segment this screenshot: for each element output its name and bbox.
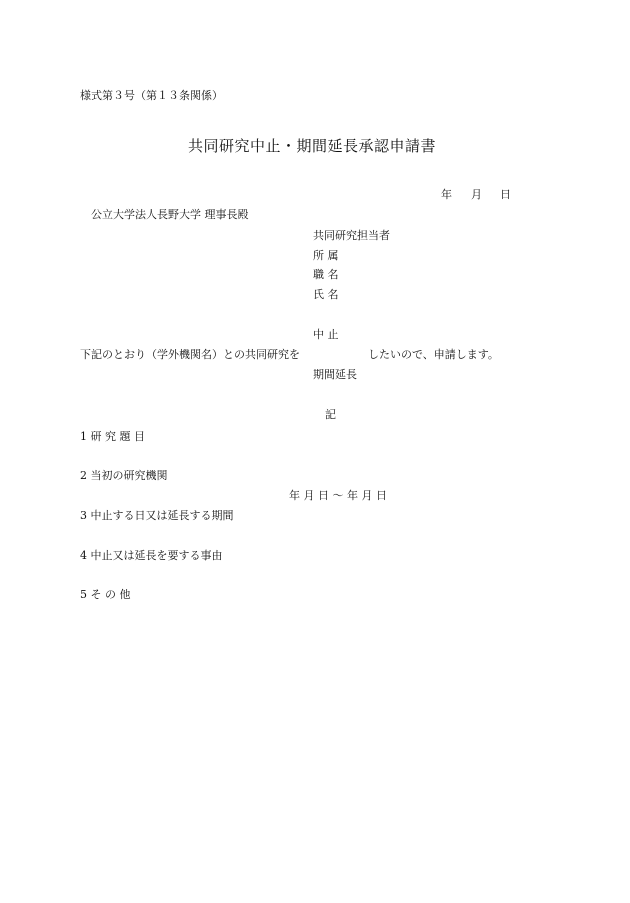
item-other: 5 そ の 他 xyxy=(80,588,131,601)
request-body-right: したいので、申請します。 xyxy=(368,348,499,361)
addressee: 公立大学法人長野大学 理事長殿 xyxy=(91,208,249,221)
option-stop: 中 止 xyxy=(313,328,339,341)
item-original-period: 2 当初の研究機関 xyxy=(80,469,168,482)
item-research-title: 1 研 究 題 目 xyxy=(80,430,145,443)
ki-heading: 記 xyxy=(325,408,336,421)
period-range: 年 月 日 〜 年 月 日 xyxy=(289,489,387,502)
document-title: 共同研究中止・期間延長承認申請書 xyxy=(188,137,437,155)
affiliation-label: 所 属 xyxy=(313,249,339,262)
form-number: 様式第３号（第１３条関係） xyxy=(80,89,223,102)
date-year-label: 年 xyxy=(441,188,452,201)
position-label: 職 名 xyxy=(313,268,339,281)
option-extend: 期間延長 xyxy=(313,368,357,381)
applicant-heading: 共同研究担当者 xyxy=(313,229,390,242)
request-body-left: 下記のとおり（学外機関名）との共同研究を xyxy=(80,348,300,361)
item-reason: 4 中止又は延長を要する事由 xyxy=(80,549,223,562)
date-month-label: 月 xyxy=(471,188,482,201)
date-day-label: 日 xyxy=(500,188,511,201)
item-stop-or-extend-period: 3 中止する日又は延長する期間 xyxy=(80,509,234,522)
name-label: 氏 名 xyxy=(313,288,339,301)
